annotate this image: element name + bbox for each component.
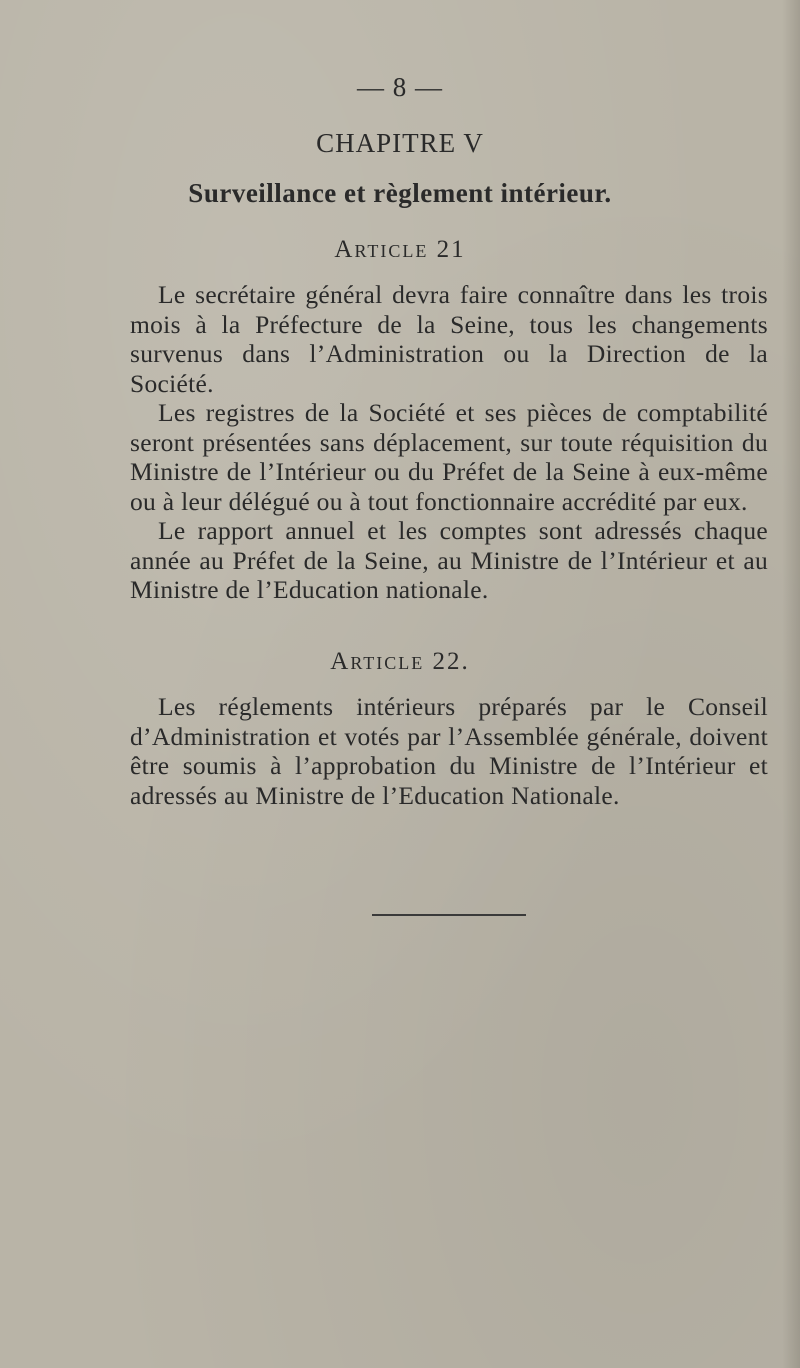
article-21-heading: Article 21 [334, 236, 466, 263]
chapter-title: CHAPITRE V [316, 128, 484, 158]
article-22-body [130, 692, 768, 810]
article-21-paragraph-1: Le secrétaire général devra faire connaître dans les trois mois à la Préfecture de la Seine, tous les changements survenus dans l’Administration ou la Direction de la Société. [130, 280, 768, 398]
article-21-paragraph-3: Le rapport annuel et les comptes sont adressés chaque année au Préfet de la Seine, au Ministre de l’Intérieur et au Ministre de l’Education nationale. [130, 516, 768, 604]
article-22-heading: Article 22. [330, 648, 470, 675]
article-21-body [130, 280, 768, 605]
page-number: — 8 — [357, 72, 443, 102]
section-title: Surveillance et règlement intérieur. [188, 178, 612, 208]
end-rule-divider [372, 914, 526, 916]
article-22-paragraph-1: Les réglements intérieurs préparés par le Conseil d’Administration et votés par l’Assemblée générale, doivent être soumis à l’approbation du Ministre de l’Intérieur et adressés au Ministre de l’Education Nationale. [130, 692, 768, 810]
article-21-paragraph-2: Les registres de la Société et ses pièces de comptabilité seront présentées sans déplacement, sur toute réquisition du Ministre de l’Intérieur ou du Préfet de la Seine à eux-même ou à leur délégué ou à tout fonctionnaire accrédité par eux. [130, 398, 768, 516]
